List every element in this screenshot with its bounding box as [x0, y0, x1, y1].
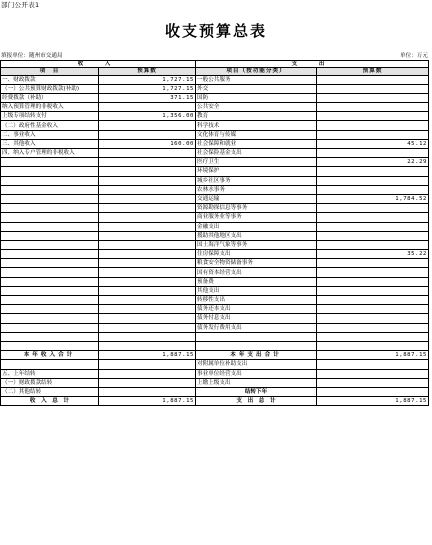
expense-item: [196, 332, 317, 341]
income-amount: [99, 158, 196, 167]
income-item: [1, 240, 99, 249]
income-item-header: 项 目: [1, 68, 99, 76]
income-item: [1, 314, 99, 323]
income-amount: [99, 341, 196, 350]
expense-amount: [317, 167, 429, 176]
table-row: [1, 185, 429, 194]
table-row: [1, 369, 429, 378]
column-header-row: [1, 68, 429, 76]
income-amount: [99, 213, 196, 222]
table-row: [1, 130, 429, 139]
table-row: [1, 305, 429, 314]
expense-item: 农林水事务: [196, 185, 317, 194]
income-item: [1, 204, 99, 213]
income-item: [1, 341, 99, 350]
income-item: [1, 231, 99, 240]
income-item: [1, 158, 99, 167]
table-row: [1, 213, 429, 222]
table-row: [1, 332, 429, 341]
table-row: [1, 240, 429, 249]
expense-item: 科学技术: [196, 121, 317, 130]
expense-amount: [317, 341, 429, 350]
expense-item: 上缴上级支出: [196, 378, 317, 387]
table-row: [1, 176, 429, 185]
expense-amount: [317, 240, 429, 249]
expense-amount: [317, 176, 429, 185]
expense-amount: [317, 103, 429, 112]
form-number-label: 部门公开表1: [1, 1, 40, 9]
income-amount: [99, 130, 196, 139]
expense-amount: [317, 185, 429, 194]
income-item: [1, 286, 99, 295]
table-row: [1, 112, 429, 121]
expense-amount: [317, 222, 429, 231]
income-item: 经费拨款（补助）: [1, 93, 99, 102]
table-row: [1, 268, 429, 277]
income-item: [1, 268, 99, 277]
income-item: [1, 213, 99, 222]
grand-total-row: [1, 397, 429, 406]
income-amount: [99, 360, 196, 369]
income-item: 上级专项结转支付: [1, 112, 99, 121]
table-row: [1, 204, 429, 213]
expense-item: 资源勘探信息等事务: [196, 204, 317, 213]
income-item: [1, 296, 99, 305]
expense-amount: [317, 213, 429, 222]
income-amount: 371.15: [99, 93, 196, 102]
income-item: 纳入预算管理的非税收入: [1, 103, 99, 112]
income-amount: [99, 268, 196, 277]
expense-item: 债务还本支出: [196, 305, 317, 314]
income-item: 三、其他收入: [1, 139, 99, 148]
expense-amount: 35.22: [317, 250, 429, 259]
income-amount: [99, 222, 196, 231]
income-item: （一）公共预算财政拨款(补助): [1, 84, 99, 93]
expense-item: 援助其他地区支出: [196, 231, 317, 240]
expense-amount: [317, 286, 429, 295]
income-item: [1, 167, 99, 176]
income-amount: [99, 286, 196, 295]
income-subtotal-amount: 1,887.15: [99, 351, 196, 360]
table-row: [1, 222, 429, 231]
expense-amount: [317, 323, 429, 332]
section-banner-row: [1, 61, 429, 68]
expense-item: 文化体育与传媒: [196, 130, 317, 139]
income-amount: [99, 305, 196, 314]
income-amount: [99, 296, 196, 305]
expense-item: 城乡社区事务: [196, 176, 317, 185]
table-row: [1, 93, 429, 102]
income-amount: [99, 323, 196, 332]
expense-amount: [317, 231, 429, 240]
expense-item: 债务付息支出: [196, 314, 317, 323]
expense-subtotal-label: 本年支出合计: [196, 351, 317, 360]
income-item: （二）政府性基金收入: [1, 121, 99, 130]
table-row: [1, 167, 429, 176]
expense-total-amount: 1,887.15: [317, 397, 429, 406]
expense-section-header: 支 出: [196, 61, 429, 68]
expense-amount: [317, 84, 429, 93]
subtotal-row: [1, 351, 429, 360]
expense-item: 结转下年: [196, 387, 317, 396]
income-amount: [99, 259, 196, 268]
expense-amount: 45.12: [317, 139, 429, 148]
income-amount: [99, 369, 196, 378]
income-item: 一、财政拨款: [1, 75, 99, 84]
page-title: 收支预算总表: [164, 22, 267, 40]
reporting-unit-label: 填报单位：随州市交通局: [1, 53, 63, 59]
expense-amount: [317, 332, 429, 341]
income-amount: [99, 185, 196, 194]
expense-total-label: 支 出 总 计: [196, 397, 317, 406]
table-row: [1, 323, 429, 332]
table-row: [1, 103, 429, 112]
expense-amount: [317, 130, 429, 139]
expense-item: 粮食安全物资储备事务: [196, 259, 317, 268]
income-amount: [99, 378, 196, 387]
income-item: [1, 259, 99, 268]
expense-amount: [317, 378, 429, 387]
expense-item: 转移性支出: [196, 296, 317, 305]
expense-item: 其他支出: [196, 286, 317, 295]
income-amount: 1,727.15: [99, 84, 196, 93]
expense-amount: [317, 305, 429, 314]
table-row: [1, 360, 429, 369]
table-row: [1, 139, 429, 148]
income-amount: [99, 176, 196, 185]
expense-amount: [317, 204, 429, 213]
income-amount: 160.00: [99, 139, 196, 148]
expense-amount: [317, 360, 429, 369]
expense-amount: [317, 314, 429, 323]
income-amount: [99, 277, 196, 286]
income-amount: 1,727.15: [99, 75, 196, 84]
income-item: [1, 332, 99, 341]
table-row: [1, 387, 429, 396]
income-item: [1, 277, 99, 286]
table-row: [1, 286, 429, 295]
expense-item: 债务发行费用支出: [196, 323, 317, 332]
income-section-header: 收 入: [1, 61, 196, 68]
income-item: （一）财政拨款结转: [1, 378, 99, 387]
income-item: [1, 305, 99, 314]
table-row: [1, 378, 429, 387]
income-amount: [99, 231, 196, 240]
table-row: [1, 84, 429, 93]
expense-amount: [317, 149, 429, 158]
income-amount: 1,356.00: [99, 112, 196, 121]
table-row: [1, 75, 429, 84]
expense-amount: [317, 259, 429, 268]
expense-item: 公共安全: [196, 103, 317, 112]
expense-item: 外交: [196, 84, 317, 93]
table-row: [1, 250, 429, 259]
budget-summary-table: [0, 60, 429, 406]
income-total-label: 收 入 总 计: [1, 397, 99, 406]
expense-item: 预备费: [196, 277, 317, 286]
income-amount: [99, 167, 196, 176]
table-row: [1, 259, 429, 268]
expense-amount: [317, 296, 429, 305]
expense-amount: [317, 277, 429, 286]
expense-item: 交通运输: [196, 194, 317, 203]
expense-amount: [317, 112, 429, 121]
expense-item: 国有资本经营支出: [196, 268, 317, 277]
expense-item: 国土海洋气象等事务: [196, 240, 317, 249]
expense-item: 医疗卫生: [196, 158, 317, 167]
table-row: [1, 341, 429, 350]
income-amount: [99, 194, 196, 203]
income-item: [1, 222, 99, 231]
expense-item: 环境保护: [196, 167, 317, 176]
income-item: 二、事业收入: [1, 130, 99, 139]
income-amount: [99, 121, 196, 130]
table-row: [1, 194, 429, 203]
expense-item: 金融支出: [196, 222, 317, 231]
income-item: 四、纳入专户管理的非税收入: [1, 149, 99, 158]
expense-amount: [317, 268, 429, 277]
expense-amount: 1,784.52: [317, 194, 429, 203]
income-item: [1, 194, 99, 203]
table-row: [1, 149, 429, 158]
income-amount: [99, 103, 196, 112]
income-item: [1, 185, 99, 194]
expense-item: 社会保险基金支出: [196, 149, 317, 158]
expense-item: 商业服务业等事务: [196, 213, 317, 222]
income-amount: [99, 149, 196, 158]
income-item: [1, 323, 99, 332]
income-total-amount: 1,887.15: [99, 397, 196, 406]
table-row: [1, 231, 429, 240]
income-amount: [99, 250, 196, 259]
income-item: [1, 176, 99, 185]
table-row: [1, 121, 429, 130]
expense-amount: 22.29: [317, 158, 429, 167]
expense-item: 教育: [196, 112, 317, 121]
income-amount: [99, 314, 196, 323]
expense-item-header: 项目（按功能分类）: [196, 68, 317, 76]
income-amount: [99, 387, 196, 396]
income-amount: [99, 240, 196, 249]
income-item: [1, 360, 99, 369]
table-row: [1, 277, 429, 286]
table-row: [1, 296, 429, 305]
income-item: 五、上年结转: [1, 369, 99, 378]
income-subtotal-label: 本年收入合计: [1, 351, 99, 360]
table-row: [1, 314, 429, 323]
expense-amount-header: 预算数: [317, 68, 429, 76]
income-item: （二）其他结转: [1, 387, 99, 396]
expense-item: 国防: [196, 93, 317, 102]
expense-amount: [317, 93, 429, 102]
income-item: [1, 250, 99, 259]
income-amount: [99, 204, 196, 213]
expense-item: 对附属单位补助支出: [196, 360, 317, 369]
expense-item: 住房保障支出: [196, 250, 317, 259]
expense-amount: [317, 369, 429, 378]
expense-item: 事业单位经营支出: [196, 369, 317, 378]
expense-amount: [317, 387, 429, 396]
table-row: [1, 158, 429, 167]
expense-amount: [317, 75, 429, 84]
currency-unit-label: 单位：万元: [400, 53, 428, 59]
income-amount-header: 预算数: [99, 68, 196, 76]
expense-item: 一般公共服务: [196, 75, 317, 84]
expense-amount: [317, 121, 429, 130]
expense-item: [196, 341, 317, 350]
expense-item: 社会保障和就业: [196, 139, 317, 148]
expense-subtotal-amount: 1,887.15: [317, 351, 429, 360]
income-amount: [99, 332, 196, 341]
